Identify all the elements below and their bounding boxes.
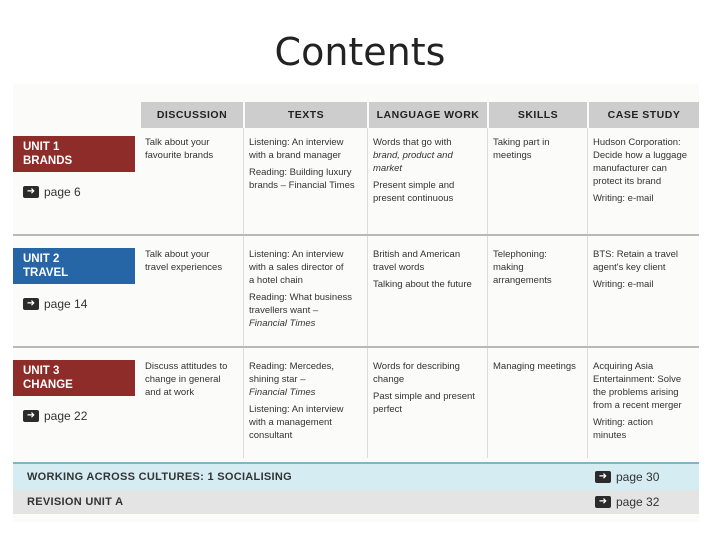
unit-3-page-link[interactable] [23,409,87,423]
working-across-cultures-label: WORKING ACROSS CULTURES: 1 SOCIALISING [27,471,293,483]
unit-1-discussion: Talk about your favourite brands [145,137,214,161]
contents-table-image [13,84,699,522]
column-header-language-work: LANGUAGE WORK [369,102,487,128]
revision-label: REVISION UNIT A [27,496,124,508]
column-header-discussion: DISCUSSION [141,102,243,128]
row-separator [13,346,699,348]
arrow-right-icon: ➜ [23,410,39,422]
unit-3-page: page 22 [44,409,88,423]
unit-2-language-work: British and American travel words Talking about the future [373,249,472,290]
unit-1-label [13,136,135,172]
unit-2-discussion: Talk about your travel experiences [145,249,223,273]
cultures-page: page 30 [616,470,660,484]
arrow-right-icon: ➜ [595,496,611,508]
unit-1-title: BRANDS [23,155,73,167]
column-divider [243,128,244,458]
unit-3-number: UNIT 3 [23,365,60,377]
unit-1-page: page 6 [44,185,81,199]
revision-row [13,490,699,514]
unit-1-number: UNIT 1 [23,141,60,153]
unit-2-page-link[interactable] [23,297,87,311]
unit-2-case-study: BTS: Retain a travel agent's key client Writing: e-mail [593,249,679,290]
unit-1-texts: Listening: An interview with a brand manager Reading: Building luxury brands – Financial Times [249,137,355,191]
unit-3-label [13,360,135,396]
cultures-page-link[interactable] [595,470,659,484]
arrow-right-icon: ➜ [23,298,39,310]
unit-3-texts: Reading: Mercedes, shining star – Financial Times Listening: An interview with a management consultant [249,361,344,441]
column-divider [487,128,488,458]
revision-page: page 32 [616,495,660,509]
column-divider [367,128,368,458]
unit-1-case-study: Hudson Corporation: Decide how a luggage manufacturer can protect its brand Writing: e-mail [593,137,688,204]
unit-2-skills: Telephoning: making arrangements [493,249,552,286]
unit-1-skills: Taking part in meetings [493,137,550,161]
unit-2-title: TRAVEL [23,267,69,279]
arrow-right-icon: ➜ [595,471,611,483]
row-separator [13,234,699,236]
unit-2-texts: Listening: An interview with a sales director of a hotel chain Reading: What business travellers want – Financial Times [249,249,352,329]
unit-2-number: UNIT 2 [23,253,60,265]
unit-2-label [13,248,135,284]
unit-1-language-work: Words that go with brand, product and market Present simple and present continuous [373,137,455,204]
slide-title: Contents [274,30,446,74]
revision-page-link[interactable] [595,495,659,509]
unit-3-title: CHANGE [23,379,73,391]
arrow-right-icon: ➜ [23,186,39,198]
column-divider [587,128,588,458]
unit-1-page-link[interactable] [23,185,81,199]
column-header-texts: TEXTS [245,102,367,128]
unit-3-skills: Managing meetings [493,361,576,372]
column-header-case-study: CASE STUDY [589,102,699,128]
unit-3-case-study: Acquiring Asia Entertainment: Solve the problems arising from a recent merger Writing: action minutes [593,361,682,441]
unit-3-discussion: Discuss attitudes to change in general and at work [145,361,228,398]
unit-2-page: page 14 [44,297,88,311]
working-across-cultures-row [13,462,699,490]
column-header-skills: SKILLS [489,102,587,128]
unit-3-language-work: Words for describing change Past simple and present perfect [373,361,475,415]
